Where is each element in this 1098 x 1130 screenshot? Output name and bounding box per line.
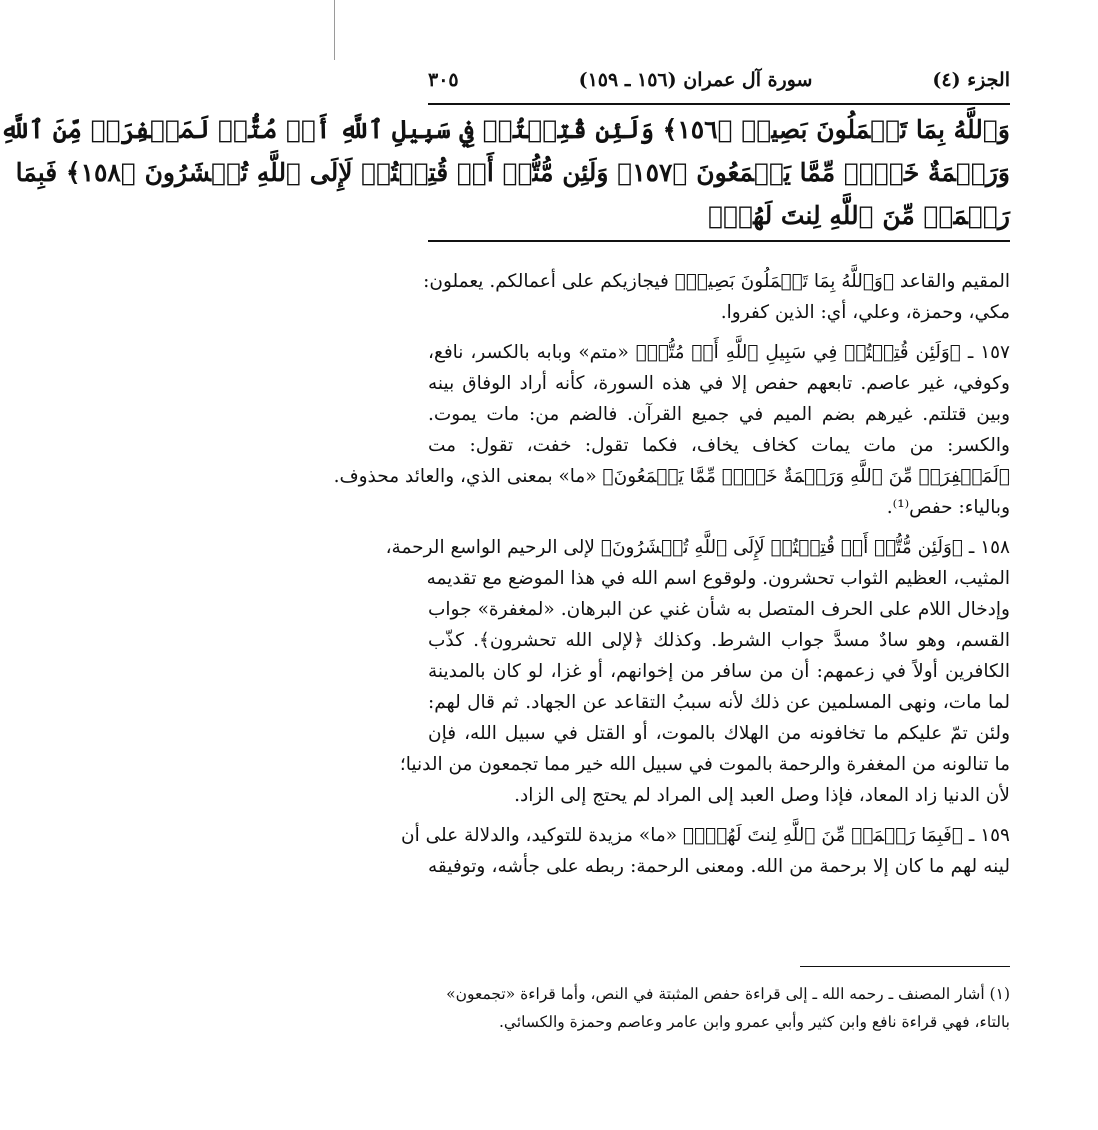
footnote-rule <box>800 966 1010 967</box>
running-title: سورة آل عمران (١٥٦ ـ ١٥٩) <box>578 69 813 91</box>
text-line: لينه لهم ما كان إلا برحمة من الله. ومعنى الرحمة: ربطه على جأشه، وتوفيقه <box>428 856 1010 877</box>
quran-line: وَرَحۡمَةٌ خَيۡرٞ مِّمَّا يَجۡمَعُونَ ﴿١٥٧﴾ وَلَئِن مُّتُّمۡ أَوۡ قُتِلۡتُمۡ لَإِلَى ٱللَّهِ تُحۡشَرُونَ ﴿١٥٨﴾ فَبِمَا <box>15 158 1010 187</box>
text-line: والكسر: من مات يمات كخاف يخاف، فكما تقول: خفت، تقول: مت <box>428 435 1010 456</box>
text-line: القسم، وهو سادٌ مسدَّ جواب الشرط. وكذلك ﴿لإلى الله تحشرون﴾. كذّب <box>428 630 1010 651</box>
text-line: مكي، وحمزة، وعلي، أي: الذين كفروا. <box>720 302 1010 323</box>
text-line: وبالياء: حفص⁽¹⁾. <box>886 497 1010 518</box>
commentary-text <box>333 266 1010 891</box>
margin-mark <box>334 0 335 60</box>
text-line: ١٥٩ ـ ﴿فَبِمَا رَحۡمَةٖ مِّنَ ٱللَّهِ لِنتَ لَهُمۡۖ﴾ «ما» مزيدة للتوكيد، والدلالة على أن <box>401 825 1010 846</box>
text-line: ١٥٨ ـ ﴿وَلَئِن مُّتُّمۡ أَوۡ قُتِلۡتُمۡ لَإِلَى ٱللَّهِ تُحۡشَرُونَ﴾ لإلى الرحيم الواسع الرحمة، <box>385 537 1010 558</box>
page-header <box>428 60 1010 100</box>
paragraph-verse-158 <box>385 532 1010 811</box>
page-number: ٣٠٥ <box>428 69 459 91</box>
paragraph-verse-159 <box>401 820 1010 882</box>
text-line: ١٥٧ ـ ﴿وَلَئِن قُتِلۡتُمۡ فِي سَبِيلِ ٱللَّهِ أَوۡ مُتُّمۡ﴾ «متم» وبابه بالكسر، نافع، <box>428 342 1010 363</box>
text-line: المثيب، العظيم الثواب تحشرون. ولوقوع اسم الله في هذا الموضع مع تقديمه <box>426 568 1010 589</box>
paragraph <box>423 266 1010 328</box>
text-line: لما مات، ونهى المسلمين عن ذلك لأنه سببُ التقاعد عن الجهاد. ثم قال لهم: <box>428 692 1010 713</box>
part-label: الجزء (٤) <box>932 69 1010 91</box>
verses-rule <box>428 240 1010 242</box>
text-line: وبين قتلتم. غيرهم بضم الميم في جميع القرآن. فالضم من: مات يموت. <box>428 404 1010 425</box>
footnote-line: بالتاء، فهي قراءة نافع وابن كثير وأبي عمرو وابن عامر وعاصم وحمزة والكسائي. <box>498 1013 1010 1031</box>
footnotes <box>428 980 1010 1036</box>
text-line: ولئن تمّ عليكم ما تخافونه من الهلاك بالموت، أو القتل في سبيل الله، فإن <box>428 723 1010 744</box>
header-rule <box>428 103 1010 105</box>
quran-line: رَحۡمَةٖ مِّنَ ٱللَّهِ لِنتَ لَهُمۡۖ <box>708 201 1010 230</box>
text-line: وكوفي، غير عاصم. تابعهم حفص إلا في هذه السورة، كأنه أراد الوفاق بينه <box>428 373 1010 394</box>
text-line: ﴿لَمَغۡفِرَةٞ مِّنَ ٱللَّهِ وَرَحۡمَةٌ خَيۡرٞ مِّمَّا يَجۡمَعُونَ﴾ «ما» بمعنى الذي، والعائد محذوف. <box>333 466 1010 487</box>
footnote-line: (١) أشار المصنف ـ رحمه الله ـ إلى قراءة حفص المثبتة في النص، وأما قراءة «تجمعون» <box>446 985 1010 1003</box>
quran-verses-block <box>0 108 1010 237</box>
text-line: ما تنالونه من المغفرة والرحمة بالموت في سبيل الله خير مما تجمعون من الدنيا؛ <box>399 754 1010 775</box>
text-line: وإدخال اللام على الحرف المتصل به شأن غني عن البرهان. «لمغفرة» جواب <box>428 599 1010 620</box>
paragraph-verse-157 <box>333 337 1010 523</box>
text-line: الكافرين أولاً في زعمهم: أن من سافر من إخوانهم، أو غزا، لو كان بالمدينة <box>428 661 1010 682</box>
text-line: المقيم والقاعد ﴿وَٱللَّهُ بِمَا تَعۡمَلُونَ بَصِيرٞ﴾ فيجازيكم على أعمالكم. يعملون: <box>423 271 1010 292</box>
text-line: لأن الدنيا زاد المعاد، فإذا وصل العبد إلى المراد لم يحتج إلى الزاد. <box>514 785 1010 806</box>
quran-line: وَٱللَّهُ بِمَا تَعۡمَلُونَ بَصِيرٞ ﴿١٥٦﴾ وَلَئِن قُتِلۡتُمۡ فِي سَبِيلِ ٱللَّهِ أَوۡ مُتُّمۡ لَمَغۡفِرَةٞ مِّنَ ٱللَّهِ <box>0 115 1010 144</box>
